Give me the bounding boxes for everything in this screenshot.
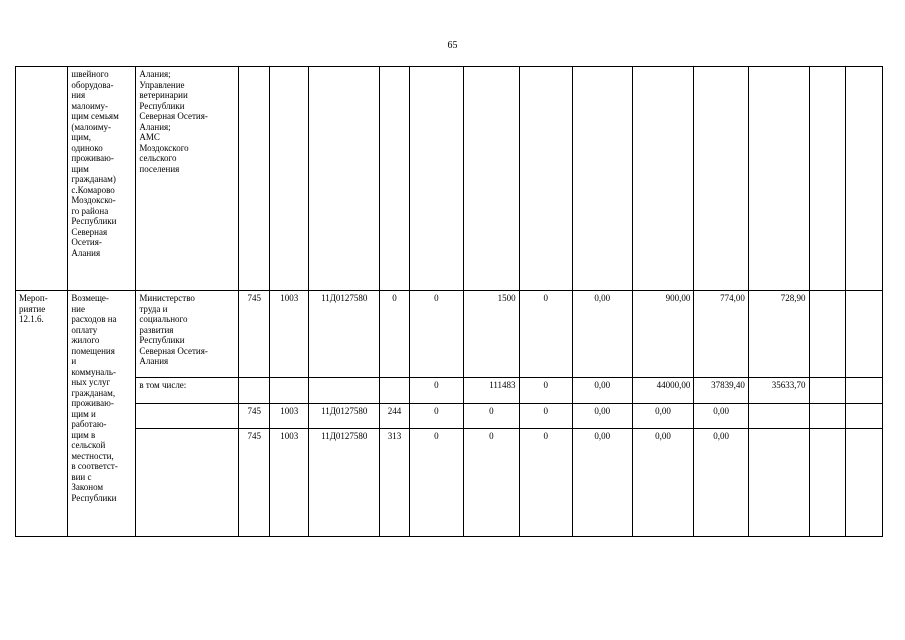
table-row: в том числе: 0 111483 0 0,00 44000,00 37839,40 35633,70 bbox=[16, 378, 883, 404]
measure-description: Возмеще- ние расходов на оплату жилого помещения и коммуналь- ных услуг гражданам, проживаю- щим и работаю- щим в сельской местности, в соответст- вии с Законом Республики bbox=[68, 291, 136, 537]
executor: Министерство труда и социального развития Республики Северная Осетия- Алания bbox=[136, 291, 239, 378]
page-number: 65 bbox=[447, 40, 458, 51]
table-row: Мероп- риятие 12.1.6. Возмеще- ние расходов на оплату жилого помещения и коммуналь- ных услуг гражданам, проживаю- щим и работаю- щим в сельской местности, в соответст- вии с Законом Республики Министерство труда и социального развития Республики Северная Осетия- Алания 745 1003 11Д0127580 0 0 1500 0 0,00 900,00 774,00 728,90 bbox=[16, 291, 883, 378]
table-row: 745 1003 11Д0127580 313 0 0 0 0,00 0,00 0,00 bbox=[16, 429, 883, 537]
executor-cont: Алания; Управление ветеринарии Республики Северная Осетия- Алания; АМС Моздокского сельского поселения bbox=[136, 67, 239, 291]
measure-description-cont: швейного оборудова- ния малоиму- щим семьям (малоиму- щим, одиноко проживаю- щим гражданам) с.Комарово Моздокско- го района Республики Северная Осетия- Алания bbox=[68, 67, 136, 291]
measure-label: Мероп- риятие 12.1.6. bbox=[16, 291, 68, 537]
table-row: 745 1003 11Д0127580 244 0 0 0 0,00 0,00 0,00 bbox=[16, 404, 883, 429]
cell-empty bbox=[16, 67, 68, 291]
including-label: в том числе: bbox=[136, 378, 239, 404]
budget-table bbox=[15, 66, 883, 537]
cell-empty bbox=[136, 429, 239, 537]
table-row bbox=[16, 67, 883, 291]
cell-empty bbox=[136, 404, 239, 429]
